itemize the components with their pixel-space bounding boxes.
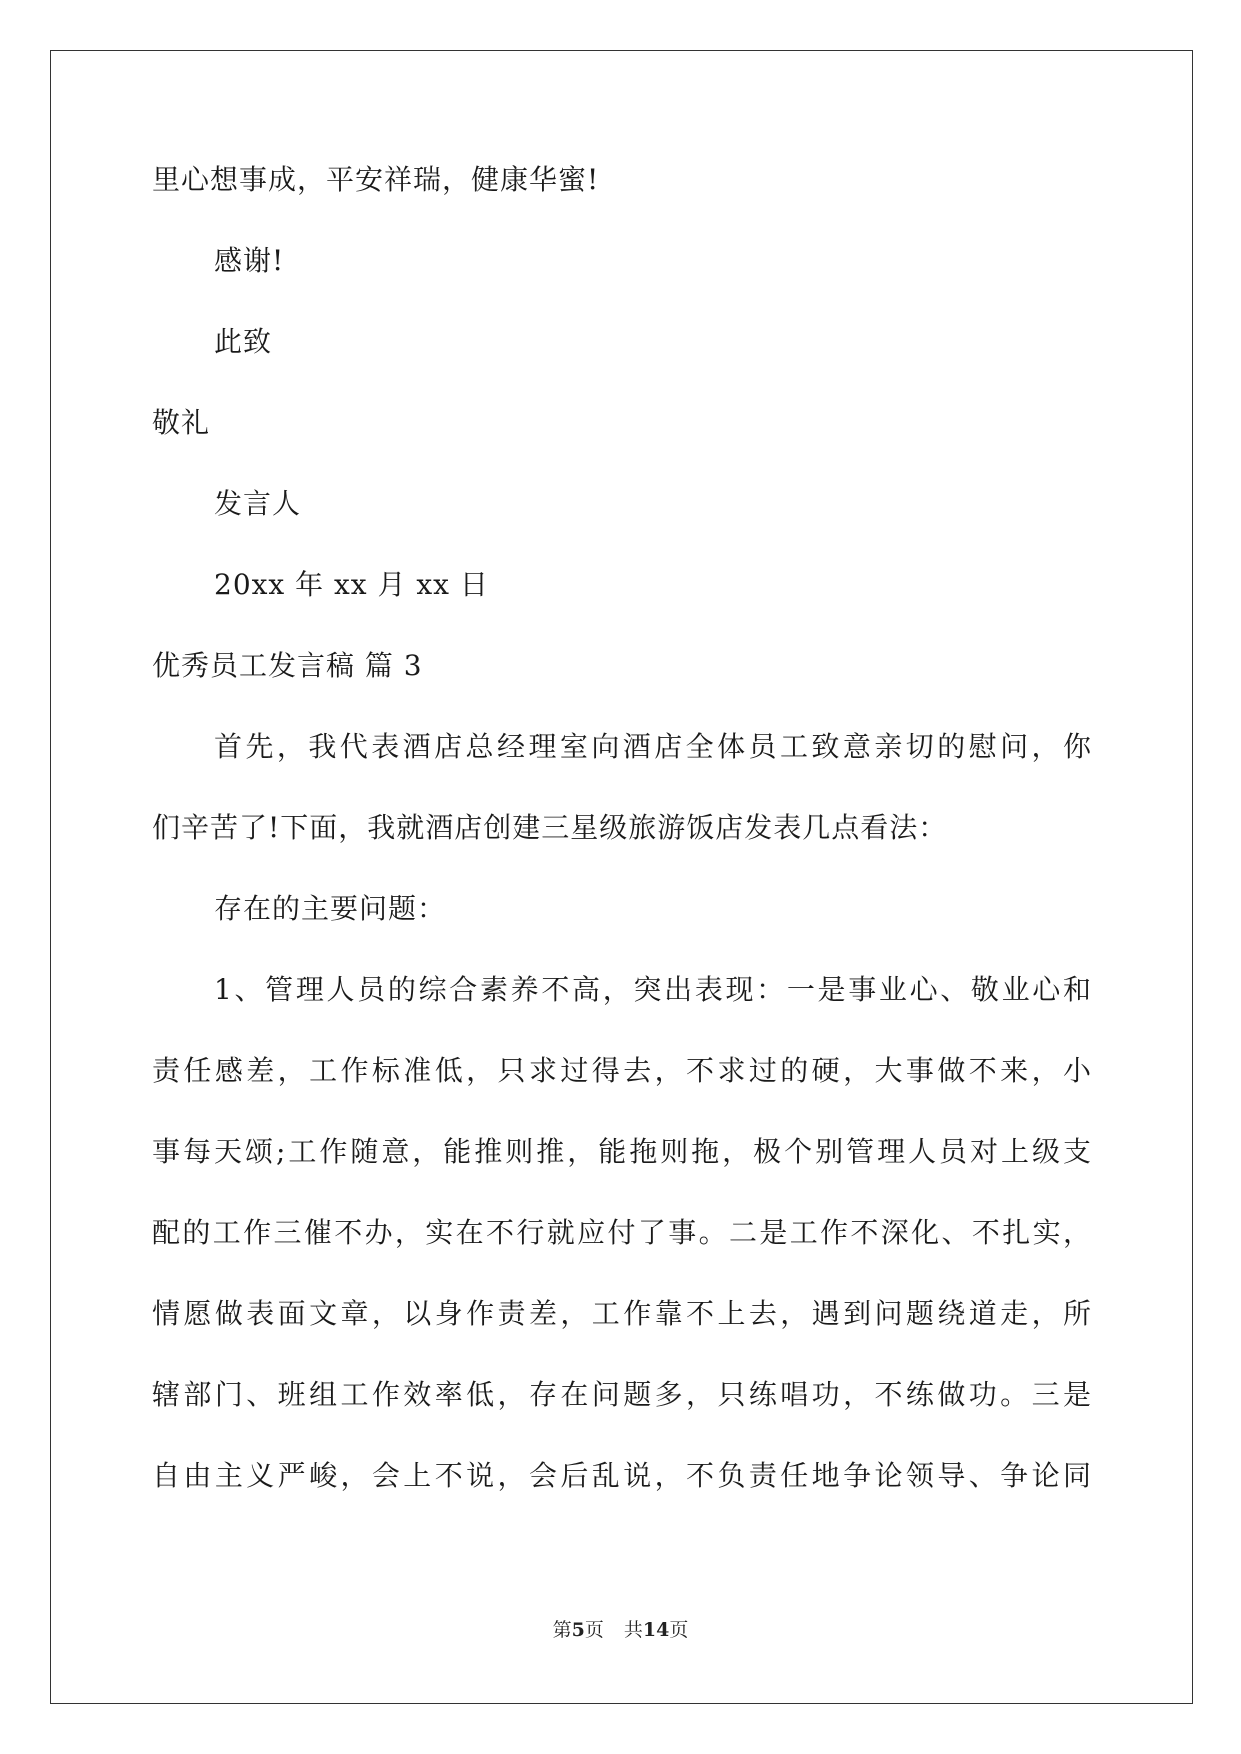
text-line: 自由主义严峻，会上不说，会后乱说，不负责任地争论领导、争论同 (152, 1459, 1092, 1492)
section-heading: 优秀员工发言稿 篇 3 (152, 649, 423, 682)
text-line: 辖部门、班组工作效率低，存在问题多，只练唱功，不练做功。三是 (152, 1378, 1092, 1411)
total-pages: 14 (642, 1619, 670, 1641)
page-footer (0, 1618, 1241, 1642)
text-line: 里心想事成，平安祥瑞，健康华蜜! (152, 163, 600, 196)
page-prefix: 第 (552, 1619, 572, 1641)
text-line: 配的工作三催不办，实在不行就应付了事。二是工作不深化、不扎实， (152, 1216, 1092, 1249)
text-line: 1、管理人员的综合素养不高，突出表现：一是事业心、敬业心和 (214, 973, 1092, 1006)
text-line: 敬礼 (152, 406, 211, 439)
total-suffix: 页 (669, 1619, 689, 1641)
total-prefix: 共 (623, 1619, 643, 1641)
text-line: 感谢! (214, 244, 285, 277)
text-line: 存在的主要问题： (214, 892, 447, 925)
text-line: 们辛苦了!下面，我就酒店创建三星级旅游饭店发表几点看法： (152, 811, 948, 844)
page-number: 5 (571, 1619, 585, 1641)
text-line: 情愿做表面文章，以身作责差，工作靠不上去，遇到问题绕道走，所 (152, 1297, 1092, 1330)
text-line: 20xx 年 xx 月 xx 日 (214, 568, 489, 601)
text-line: 责任感差，工作标准低，只求过得去，不求过的硬，大事做不来，小 (152, 1054, 1092, 1087)
text-line: 发言人 (214, 487, 302, 520)
text-line: 此致 (214, 325, 273, 358)
text-line: 首先，我代表酒店总经理室向酒店全体员工致意亲切的慰问，你 (214, 730, 1092, 763)
text-line: 事每天颂;工作随意，能推则推，能拖则拖，极个别管理人员对上级支 (152, 1135, 1092, 1168)
page-suffix: 页 (584, 1619, 604, 1641)
